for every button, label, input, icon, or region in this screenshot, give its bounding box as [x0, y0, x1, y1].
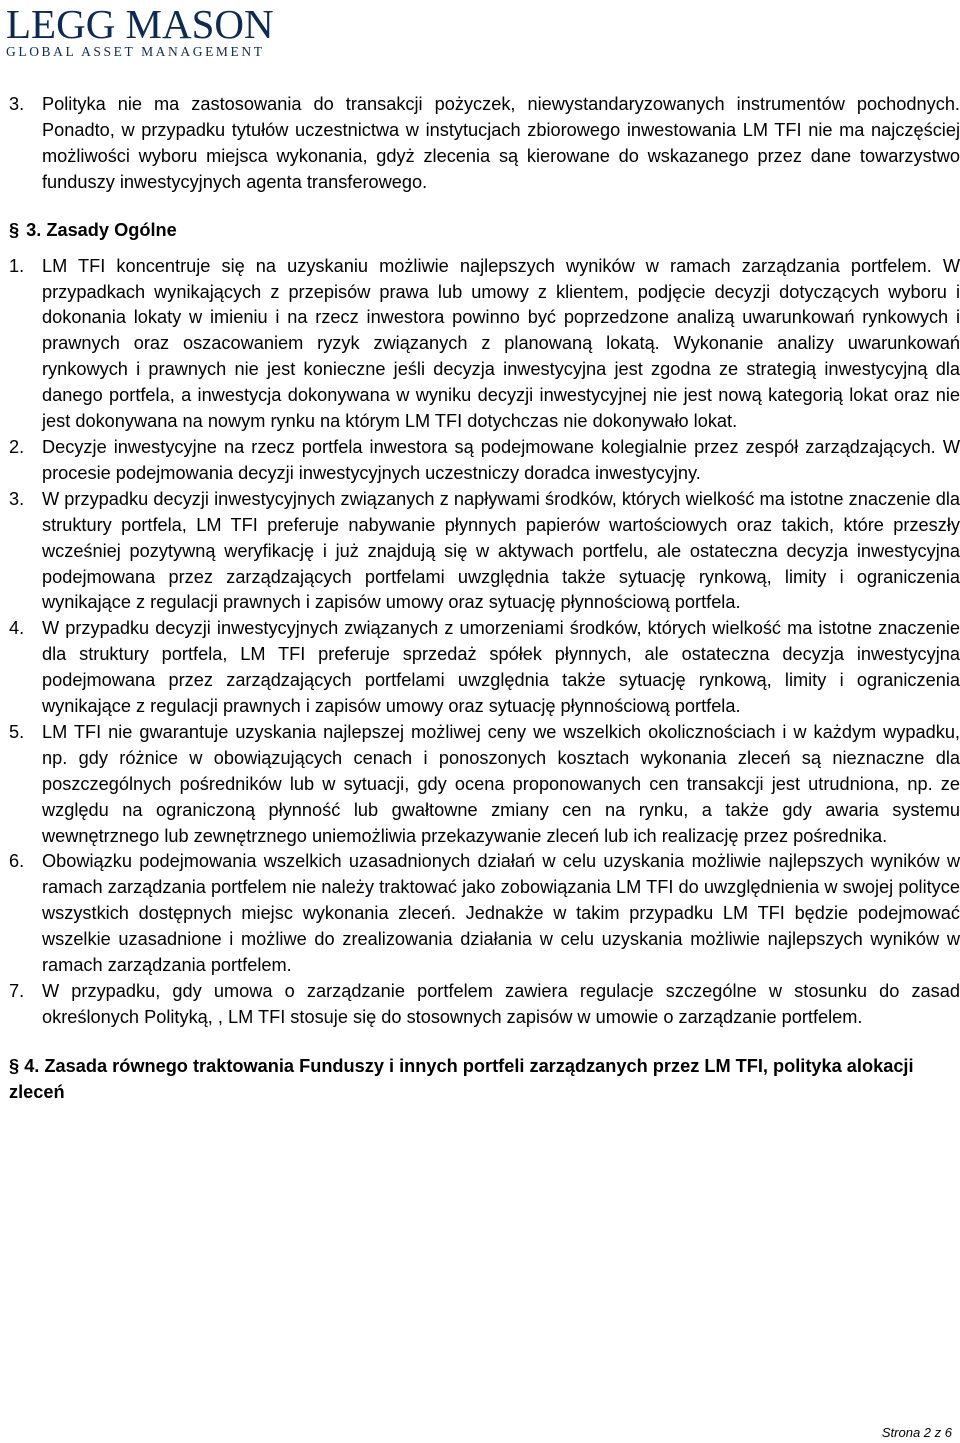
section-title: 4. Zasada równego traktowania Funduszy i innych portfeli zarządzanych przez LM TFI, polityka alokacji zleceń	[9, 1055, 914, 1102]
item-text: LM TFI koncentruje się na uzyskaniu możliwie najlepszych wyników w ramach zarządzania portfelem. W przypadkach wynikających z przepisów prawa lub umowy z klientem, podjęcie decyzji dotyczących wyboru i dokonania lokaty w imieniu i na rzecz inwestora powinno być poprzedzone analizą uwarunkowań rynkowych i prawnych oraz oszacowaniem ryzyk związanych z planowaną lokatą. Wykonanie analizy uwarunkowań rynkowych i prawnych nie jest konieczne jeśli decyzja inwestycyjna jest zgodna ze strategią inwestycyjną dla danego portfela, a inwestycja dokonywana w wyniku decyzji inwestycyjnej nie jest nową kategorią lokat oraz nie jest dokonywana na nowym rynku na którym LM TFI dotychczas nie dokonywało lokat.	[42, 255, 960, 432]
item-text: Polityka nie ma zastosowania do transakcji pożyczek, niewystandaryzowanych instrumentów pochodnych. Ponadto, w przypadku tytułów uczestnictwa w instytucjach zbiorowego inwestowania LM TFI nie ma najczęściej możliwości wyboru miejsca wykonania, gdyż zlecenia są kierowane do wskazanego przez dane towarzystwo funduszy inwestycyjnych agenta transferowego.	[42, 94, 960, 192]
item-text: LM TFI nie gwarantuje uzyskania najlepszej możliwej ceny we wszelkich okolicznościach i w każdym wypadku, np. gdy różnice w obowiązujących cenach i ponoszonych kosztach wykonania zleceń są nieznaczne dla poszczególnych pośredników lub w sytuacji, gdy ocena proponowanych cen transakcji jest utrudniona, np. ze względu na ograniczoną płynność lub gwałtowne zmiany cen na rynku, a także gdy awaria systemu wewnętrznego lub zewnętrznego uniemożliwia przekazywanie zleceń lub ich realizację przez pośrednika.	[42, 721, 960, 846]
item-text: W przypadku decyzji inwestycyjnych związanych z umorzeniami środków, których wielkość ma istotne znaczenie dla struktury portfela, LM TFI preferuje sprzedaż spółek płynnych, ale ostateczna decyzja inwestycyjna podejmowana przez zarządzających portfelami uwzględnia także sytuację rynkową, limity i ograniczenia wynikające z regulacji prawnych i zapisów umowy oraz sytuację płynnościową portfela.	[42, 618, 960, 717]
list-item	[9, 720, 960, 850]
list-item	[9, 254, 960, 435]
item-number: 5.	[9, 721, 25, 742]
item-text: W przypadku decyzji inwestycyjnych związanych z napływami środków, których wielkość ma istotne znaczenie dla struktury portfela, LM TFI preferuje nabywanie płynnych papierów wartościowych oraz takich, które przeszły wcześniej pozytywną weryfikację i już znajdują się w aktywach portfelu, ale ostateczna decyzja inwestycyjna podejmowana przez zarządzających portfelami uwzględnia także sytuację rynkową, limity i ograniczenia wynikające z regulacji prawnych i zapisów umowy oraz sytuację płynnościową portfela.	[42, 488, 960, 613]
section-heading-3	[9, 217, 960, 243]
list-item	[9, 616, 960, 720]
list-item	[9, 979, 960, 1031]
section-heading-4	[9, 1053, 960, 1105]
list-item	[9, 92, 960, 196]
item-text: W przypadku, gdy umowa o zarządzanie portfelem zawiera regulacje szczególne w stosunku do zasad określonych Polityką, , LM TFI stosuje się do stosownych zapisów w umowie o zarządzanie portfelem.	[42, 981, 960, 1027]
paragraph-symbol: §	[9, 1055, 20, 1076]
item-text: Decyzje inwestycyjne na rzecz portfela inwestora są podejmowane kolegialnie przez zespół zarządzających. W procesie podejmowania decyzji inwestycyjnych uczestniczy doradca inwestycyjny.	[42, 436, 960, 483]
paragraph-symbol: §	[9, 219, 20, 240]
list-item	[9, 435, 960, 487]
item-number: 6.	[9, 851, 25, 872]
logo-wordmark: LEGG MASON	[6, 1, 274, 47]
list-item	[9, 487, 960, 617]
item-number: 2.	[9, 436, 25, 457]
section-title: 3. Zasady Ogólne	[26, 219, 177, 240]
item-number: 3.	[9, 488, 25, 509]
document-body	[9, 92, 960, 1105]
page-number: Strona 2 z 6	[881, 1425, 952, 1440]
logo-tagline: GLOBAL ASSET MANAGEMENT	[6, 44, 265, 59]
item-number: 3.	[9, 94, 25, 114]
item-number: 1.	[9, 255, 25, 276]
item-text: Obowiązku podejmowania wszelkich uzasadnionych działań w celu uzyskania możliwie najlepszych wyników w ramach zarządzania portfelem nie należy traktować jako zobowiązania LM TFI do uwzględnienia w swojej polityce wszystkich dostępnych miejsc wykonania zleceń. Jednakże w takim przypadku LM TFI będzie podejmować wszelkie uzasadnione i możliwe do zrealizowania działania w celu uzyskania możliwie najlepszych wyników w ramach zarządzania portfelem.	[42, 851, 960, 976]
legg-mason-logo	[6, 1, 274, 60]
item-number: 4.	[9, 618, 25, 639]
list-item	[9, 849, 960, 979]
item-number: 7.	[9, 981, 25, 1001]
